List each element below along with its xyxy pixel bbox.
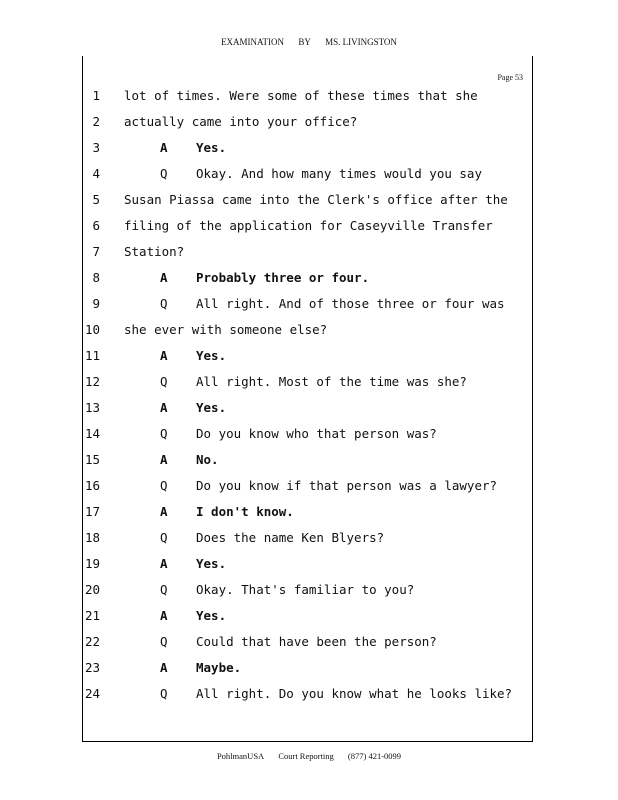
answer-marker: A xyxy=(160,270,168,285)
line-number: 10 xyxy=(84,322,100,337)
transcript-line xyxy=(82,140,533,166)
question-marker: Q xyxy=(160,166,168,181)
line-number: 21 xyxy=(84,608,100,623)
question-marker: Q xyxy=(160,426,168,441)
line-number: 14 xyxy=(84,426,100,441)
answer-text: I don't know. xyxy=(196,504,294,519)
transcript-line xyxy=(82,504,533,530)
transcript-line xyxy=(82,582,533,608)
answer-marker: A xyxy=(160,608,168,623)
page-footer xyxy=(0,751,618,761)
line-number: 20 xyxy=(84,582,100,597)
line-number: 5 xyxy=(92,192,100,207)
transcript-line xyxy=(82,270,533,296)
transcript-line xyxy=(82,218,533,244)
line-number: 11 xyxy=(84,348,100,363)
transcript-line xyxy=(82,244,533,270)
answer-text: Yes. xyxy=(196,140,227,155)
answer-text: Yes. xyxy=(196,348,227,363)
question-text: Does the name Ken Blyers? xyxy=(196,530,385,545)
line-number: 7 xyxy=(92,244,100,259)
transcript-line xyxy=(82,166,533,192)
line-number: 12 xyxy=(84,374,100,389)
line-number: 13 xyxy=(84,400,100,415)
line-number: 8 xyxy=(92,270,100,285)
line-text: lot of times. Were some of these times that she xyxy=(124,88,478,103)
footer-phone: (877) 421-0099 xyxy=(347,751,402,761)
footer-service: Court Reporting xyxy=(278,751,334,761)
line-number: 16 xyxy=(84,478,100,493)
answer-marker: A xyxy=(160,452,168,467)
line-number: 23 xyxy=(84,660,100,675)
transcript-line xyxy=(82,556,533,582)
header-examiner: MS. LIVINGSTON xyxy=(325,37,397,47)
answer-text: Yes. xyxy=(196,556,227,571)
line-number: 2 xyxy=(92,114,100,129)
line-text: Susan Piassa came into the Clerk's office after the xyxy=(124,192,508,207)
question-text: All right. Do you know what he looks like? xyxy=(196,686,513,701)
line-number: 18 xyxy=(84,530,100,545)
answer-marker: A xyxy=(160,140,168,155)
page-header xyxy=(0,37,618,47)
question-text: Could that have been the person? xyxy=(196,634,437,649)
answer-text: No. xyxy=(196,452,219,467)
question-marker: Q xyxy=(160,478,168,493)
line-number: 15 xyxy=(84,452,100,467)
page-number: Page 53 xyxy=(497,73,523,82)
transcript-line xyxy=(82,660,533,686)
line-number: 4 xyxy=(92,166,100,181)
question-marker: Q xyxy=(160,582,168,597)
line-number: 22 xyxy=(84,634,100,649)
question-text: All right. Most of the time was she? xyxy=(196,374,467,389)
question-marker: Q xyxy=(160,374,168,389)
transcript-line xyxy=(82,400,533,426)
line-number: 19 xyxy=(84,556,100,571)
answer-text: Yes. xyxy=(196,608,227,623)
line-text: she ever with someone else? xyxy=(124,322,328,337)
answer-text: Maybe. xyxy=(196,660,242,675)
transcript-line xyxy=(82,426,533,452)
line-number: 1 xyxy=(92,88,100,103)
question-text: Okay. That's familiar to you? xyxy=(196,582,415,597)
question-text: All right. And of those three or four was xyxy=(196,296,505,311)
line-text: Station? xyxy=(124,244,185,259)
line-number: 9 xyxy=(92,296,100,311)
transcript-line xyxy=(82,686,533,712)
question-marker: Q xyxy=(160,634,168,649)
line-number: 24 xyxy=(84,686,100,701)
header-section: EXAMINATION xyxy=(221,37,285,47)
line-number: 17 xyxy=(84,504,100,519)
answer-marker: A xyxy=(160,348,168,363)
answer-text: Yes. xyxy=(196,400,227,415)
transcript-line xyxy=(82,478,533,504)
line-number: 6 xyxy=(92,218,100,233)
transcript-line xyxy=(82,634,533,660)
transcript-line xyxy=(82,348,533,374)
header-by: BY xyxy=(298,37,311,47)
transcript-line xyxy=(82,192,533,218)
footer-company: PohlmanUSA xyxy=(216,751,265,761)
question-text: Do you know if that person was a lawyer? xyxy=(196,478,498,493)
question-text: Do you know who that person was? xyxy=(196,426,437,441)
question-marker: Q xyxy=(160,530,168,545)
transcript-line xyxy=(82,530,533,556)
transcript-line xyxy=(82,374,533,400)
answer-marker: A xyxy=(160,504,168,519)
transcript-line xyxy=(82,452,533,478)
answer-marker: A xyxy=(160,660,168,675)
question-marker: Q xyxy=(160,686,168,701)
line-text: actually came into your office? xyxy=(124,114,358,129)
line-text: filing of the application for Caseyville Transfer xyxy=(124,218,493,233)
transcript-line xyxy=(82,88,533,114)
transcript-line xyxy=(82,322,533,348)
transcript-line xyxy=(82,296,533,322)
question-marker: Q xyxy=(160,296,168,311)
question-text: Okay. And how many times would you say xyxy=(196,166,482,181)
line-number: 3 xyxy=(92,140,100,155)
answer-marker: A xyxy=(160,400,168,415)
transcript-line xyxy=(82,114,533,140)
answer-text: Probably three or four. xyxy=(196,270,370,285)
transcript-line xyxy=(82,608,533,634)
answer-marker: A xyxy=(160,556,168,571)
